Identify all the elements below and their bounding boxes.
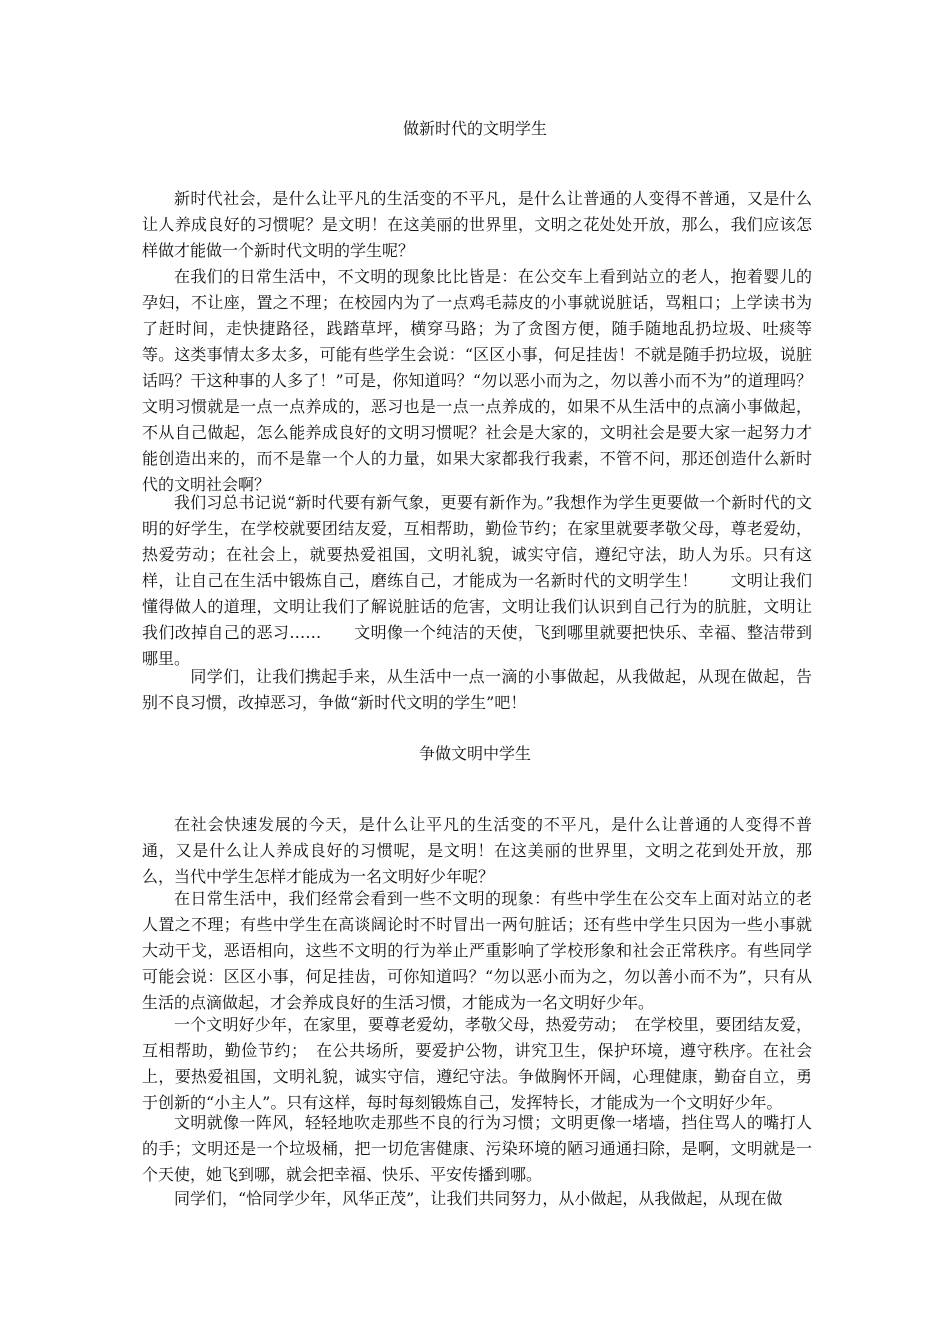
essay2-paragraph-4: 文明就像一阵风，轻轻地吹走那些不良的行为习惯；文明更像一堵墙，挡住骂人的嘴打人的手；文明还是一个垃圾桶，把一切危害健康、污染环境的陋习通通扫除，是啊，文明就是一个天使，她飞到哪，就会把幸福、快乐、平安传播到哪。 bbox=[142, 1113, 812, 1184]
essay1-paragraph-1: 新时代社会，是什么让平凡的生活变的不平凡，是什么让普通的人变得不普通，又是什么让人养成良好的习惯呢？是文明！在这美丽的世界里，文明之花处处开放，那么，我们应该怎样做才能做一个新时代文明的学生呢？ bbox=[142, 189, 812, 260]
essay2-title: 争做文明中学生 bbox=[418, 744, 531, 763]
essay1-paragraph-3: 我们习总书记说“新时代要有新气象，更要有新作为。”我想作为学生更要做一个新时代的文明的好学生，在学校就要团结友爱，互相帮助，勤俭节约；在家里就要孝敬父母，尊老爱幼，热爱劳动；在社会上，就要热爱祖国，文明礼貌，诚实守信，遵纪守法，助人为乐。只有这样，让自己在生活中锻炼自己，磨练自己，才能成为一名新时代的文明学生！ 文明让我们懂得做人的道理，文明让我们了解说脏话的危害，文明让我们认识到自己行为的肮脏，文明让我们改掉自己的恶习…… 文明像一个纯洁的天使，飞到哪里就要把快乐、幸福、整洁带到哪里。 bbox=[142, 493, 812, 668]
essay2-paragraph-5: 同学们，“恰同学少年，风华正茂”，让我们共同努力，从小做起，从我做起，从现在做 bbox=[174, 1189, 783, 1208]
essay1-paragraph-4: 同学们，让我们携起手来，从生活中一点一滴的小事做起，从我做起，从现在做起，告别不良习惯，改掉恶习，争做“新时代文明的学生”吧！ bbox=[142, 667, 812, 712]
essay1-title: 做新时代的文明学生 bbox=[402, 119, 547, 138]
essay1-paragraph-2: 在我们的日常生活中，不文明的现象比比皆是：在公交车上看到站立的老人，抱着婴儿的孕妇，不让座，置之不理；在校园内为了一点鸡毛蒜皮的小事就说脏话，骂粗口；上学读书为了赶时间，走快捷路径，践踏草坪，横穿马路；为了贪图方便，随手随地乱扔垃圾、吐痰等等。这类事情太多太多，可能有些学生会说：“区区小事，何足挂齿！不就是随手扔垃圾，说脏话吗？干这种事的人多了！”可是，你知道吗？“勿以恶小而为之，勿以善小而不为”的道理吗？文明习惯就是一点一点养成的，恶习也是一点一点养成的，如果不从生活中的点滴小事做起，不从自己做起，怎么能养成良好的文明习惯呢？社会是大家的，文明社会是要大家一起努力才能创造出来的，而不是靠一个人的力量，如果大家都我行我素，不管不问，那还创造什么新时代的文明社会啊？ bbox=[142, 267, 812, 494]
essay2-paragraph-2: 在日常生活中，我们经常会看到一些不文明的现象：有些中学生在公交车上面对站立的老人置之不理；有些中学生在高谈阔论时不时冒出一两句脏话；还有些中学生只因为一些小事就大动干戈，恶语相向，这些不文明的行为举止严重影响了学校形象和社会正常秩序。有些同学可能会说：区区小事，何足挂齿，可你知道吗？“勿以恶小而为之，勿以善小而不为”，只有从生活的点滴做起，才会养成良好的生活习惯，才能成为一名文明好少年。 bbox=[142, 889, 812, 1012]
essay2-paragraph-1: 在社会快速发展的今天，是什么让平凡的生活变的不平凡，是什么让普通的人变得不普通，又是什么让人养成良好的习惯呢，是文明！在这美丽的世界里，文明之花到处开放，那么，当代中学生怎样才能成为一名文明好少年呢？ bbox=[142, 815, 812, 886]
essay2-paragraph-3: 一个文明好少年，在家里，要尊老爱幼，孝敬父母，热爱劳动； 在学校里，要团结友爱，互相帮助，勤俭节约； 在公共场所，要爱护公物，讲究卫生，保护环境，遵守秩序。在社会上，要热爱祖国，文明礼貌，诚实守信，遵纪守法。争做胸怀开阔，心理健康，勤奋自立，勇于创新的“小主人”。只有这样，每时每刻锻炼自己，发挥特长，才能成为一个文明好少年。 bbox=[142, 1015, 812, 1112]
